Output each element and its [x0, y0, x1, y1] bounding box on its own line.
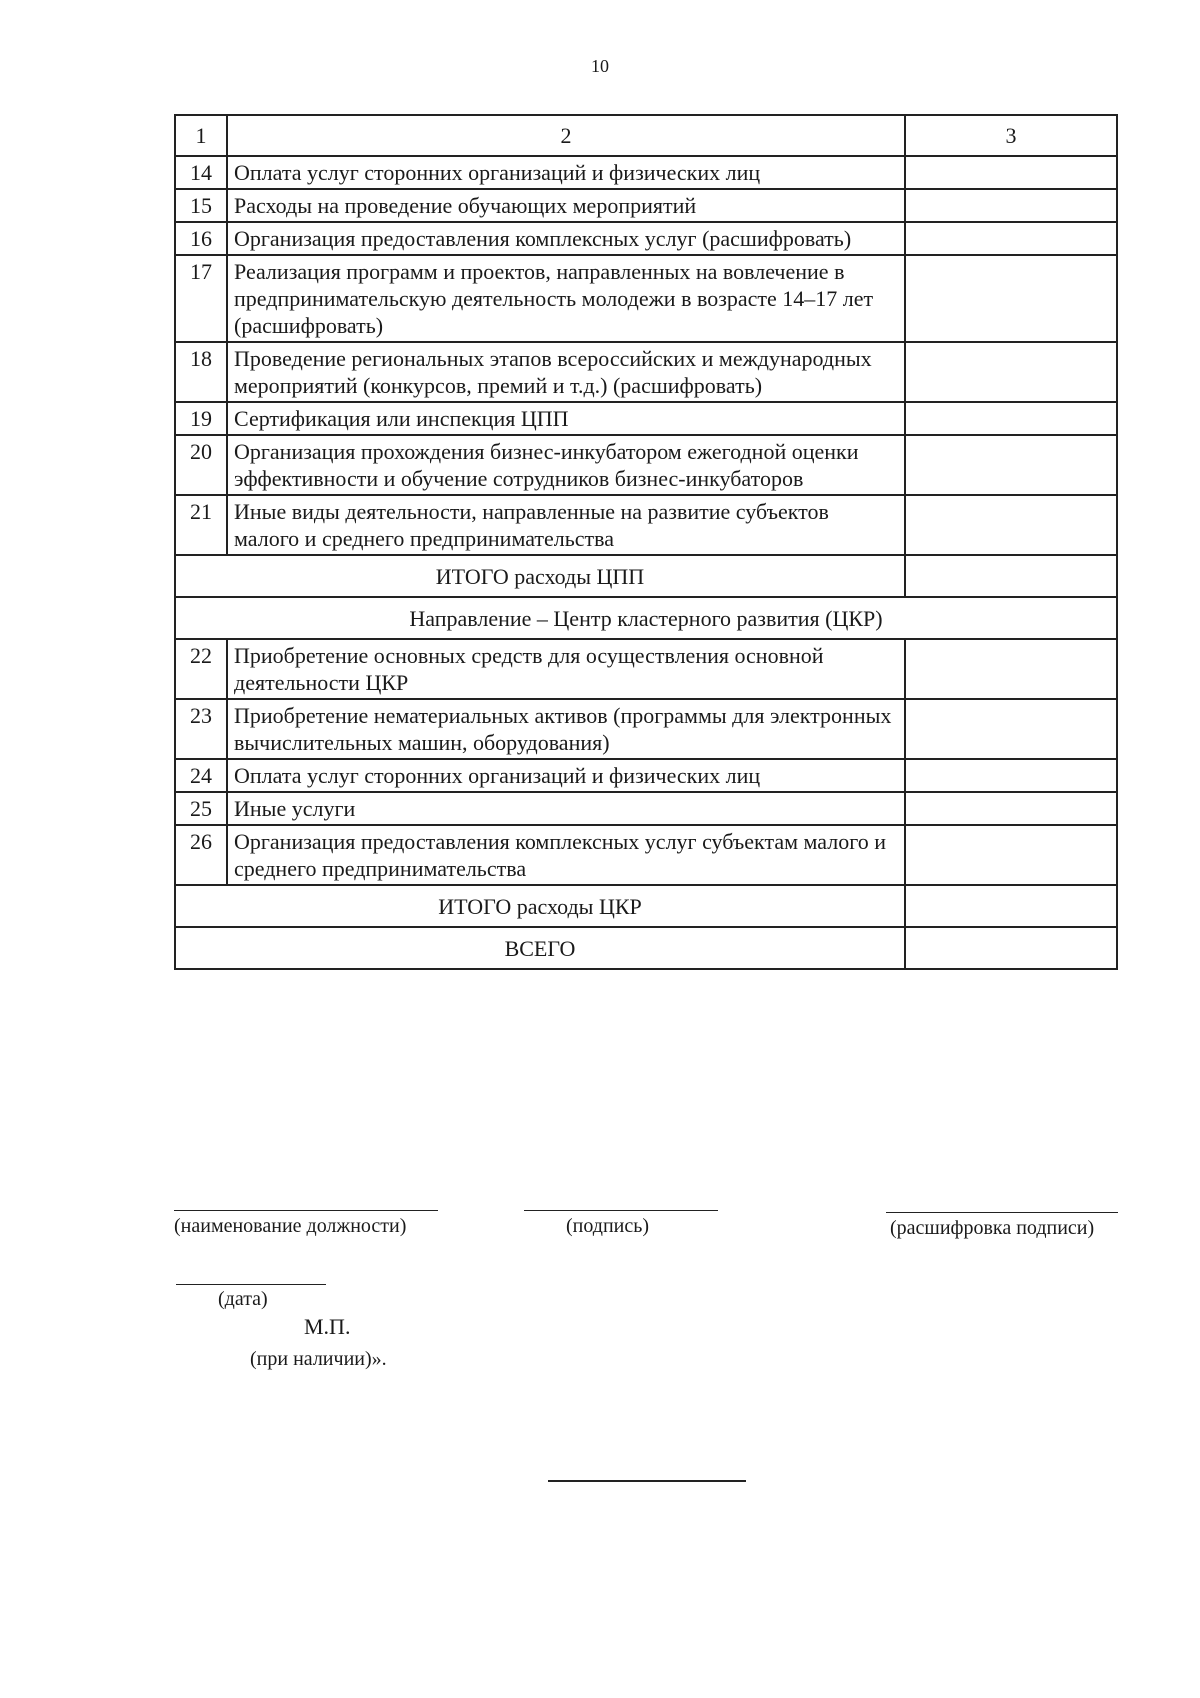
- row-value: [905, 639, 1117, 699]
- section-ckr-heading: Направление – Центр кластерного развития (ЦКР): [175, 597, 1117, 639]
- row-number: 18: [175, 342, 227, 402]
- date-line: [176, 1284, 326, 1285]
- row-description: Реализация программ и проектов, направленных на вовлечение в предпринимательскую деятельность молодежи в возрасте 14–17 лет (расшифровать): [227, 255, 905, 342]
- table-row: [175, 825, 1117, 885]
- grand-total-value: [905, 927, 1117, 969]
- row-description: Оплата услуг сторонних организаций и физических лиц: [227, 759, 905, 792]
- row-number: 26: [175, 825, 227, 885]
- expenses-table: [174, 114, 1118, 970]
- row-value: [905, 222, 1117, 255]
- row-description: Оплата услуг сторонних организаций и физических лиц: [227, 156, 905, 189]
- row-number: 16: [175, 222, 227, 255]
- row-description: Иные виды деятельности, направленные на развитие субъектов малого и среднего предпринимательства: [227, 495, 905, 555]
- header-cell: 2: [227, 115, 905, 156]
- row-number: 24: [175, 759, 227, 792]
- decoding-line: [886, 1212, 1118, 1213]
- row-description: Организация предоставления комплексных услуг субъектам малого и среднего предпринимательства: [227, 825, 905, 885]
- row-number: 25: [175, 792, 227, 825]
- header-cell: 3: [905, 115, 1117, 156]
- row-value: [905, 402, 1117, 435]
- signature-line: [524, 1210, 718, 1211]
- table-row: [175, 342, 1117, 402]
- row-number: 19: [175, 402, 227, 435]
- row-value: [905, 699, 1117, 759]
- table-row: [175, 435, 1117, 495]
- position-label: (наименование должности): [174, 1215, 407, 1237]
- table-row: [175, 792, 1117, 825]
- total-ckr-label: ИТОГО расходы ЦКР: [175, 885, 905, 927]
- row-description: Организация предоставления комплексных услуг (расшифровать): [227, 222, 905, 255]
- table-row: [175, 156, 1117, 189]
- row-value: [905, 825, 1117, 885]
- row-number: 22: [175, 639, 227, 699]
- total-cpp-row: [175, 555, 1117, 597]
- row-description: Сертификация или инспекция ЦПП: [227, 402, 905, 435]
- row-description: Приобретение основных средств для осуществления основной деятельности ЦКР: [227, 639, 905, 699]
- row-number: 23: [175, 699, 227, 759]
- grand-total-row: [175, 927, 1117, 969]
- row-value: [905, 759, 1117, 792]
- table-row: [175, 222, 1117, 255]
- row-number: 17: [175, 255, 227, 342]
- row-number: 15: [175, 189, 227, 222]
- row-value: [905, 342, 1117, 402]
- row-value: [905, 792, 1117, 825]
- table-row: [175, 495, 1117, 555]
- grand-total-label: ВСЕГО: [175, 927, 905, 969]
- header-cell: 1: [175, 115, 227, 156]
- table-row: [175, 255, 1117, 342]
- table-row: [175, 639, 1117, 699]
- date-label: (дата): [218, 1288, 268, 1310]
- row-value: [905, 495, 1117, 555]
- table-header-row: [175, 115, 1117, 156]
- total-cpp-value: [905, 555, 1117, 597]
- total-cpp-label: ИТОГО расходы ЦПП: [175, 555, 905, 597]
- row-value: [905, 435, 1117, 495]
- table-row: [175, 759, 1117, 792]
- row-number: 14: [175, 156, 227, 189]
- table-row: [175, 189, 1117, 222]
- row-number: 20: [175, 435, 227, 495]
- position-line: [174, 1210, 438, 1211]
- stamp-note: (при наличии)».: [250, 1348, 387, 1370]
- row-value: [905, 156, 1117, 189]
- table-row: [175, 699, 1117, 759]
- row-value: [905, 255, 1117, 342]
- row-description: Проведение региональных этапов всероссийских и международных мероприятий (конкурсов, премий и т.д.) (расшифровать): [227, 342, 905, 402]
- end-of-document-rule: [548, 1480, 746, 1482]
- total-ckr-value: [905, 885, 1117, 927]
- table-row: [175, 402, 1117, 435]
- row-description: Приобретение нематериальных активов (программы для электронных вычислительных машин, оборудования): [227, 699, 905, 759]
- row-description: Расходы на проведение обучающих мероприятий: [227, 189, 905, 222]
- row-value: [905, 189, 1117, 222]
- row-description: Иные услуги: [227, 792, 905, 825]
- row-description: Организация прохождения бизнес-инкубатором ежегодной оценки эффективности и обучение сотрудников бизнес-инкубаторов: [227, 435, 905, 495]
- signature-label: (подпись): [566, 1215, 650, 1237]
- page-number: 10: [591, 56, 609, 76]
- row-number: 21: [175, 495, 227, 555]
- decoding-label: (расшифровка подписи): [890, 1217, 1095, 1239]
- total-ckr-row: [175, 885, 1117, 927]
- section-ckr-row: [175, 597, 1117, 639]
- stamp-label: М.П.: [304, 1314, 351, 1339]
